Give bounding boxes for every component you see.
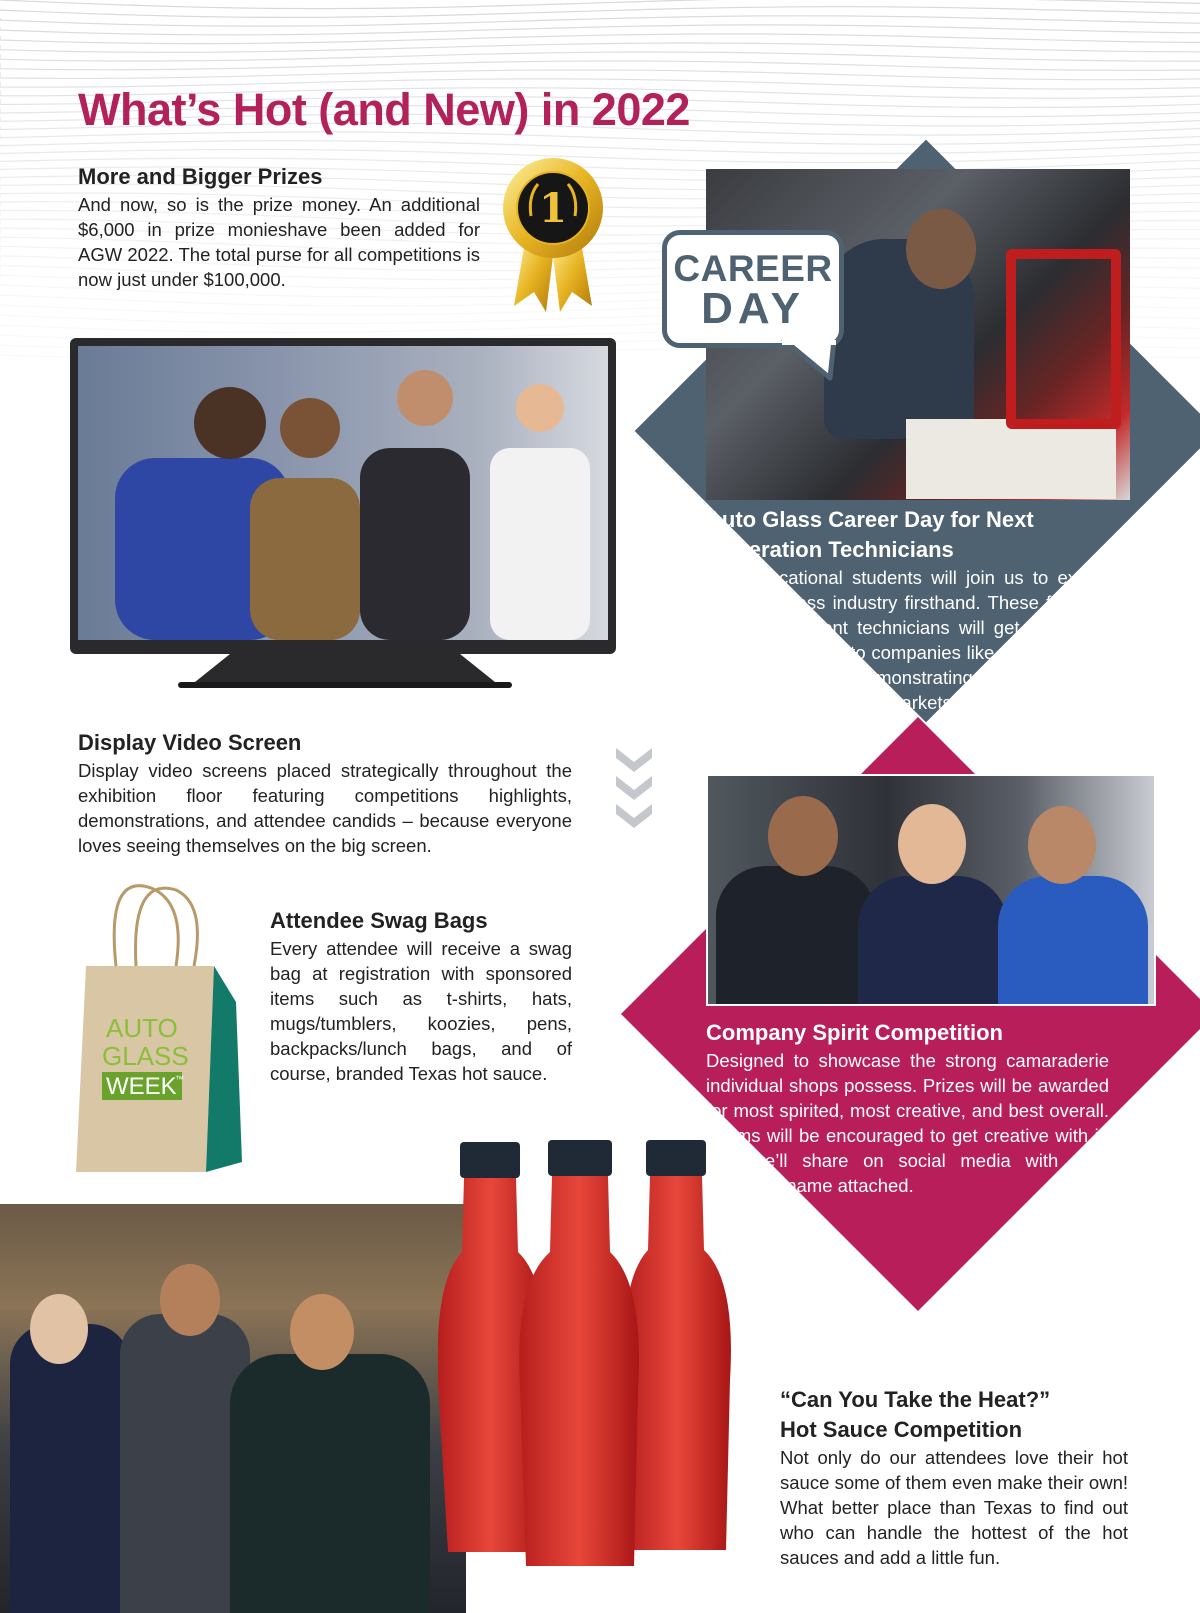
wave-line [0,25,1200,35]
hot-sauce-bottles-icon [438,1140,738,1570]
swag-section [270,906,572,1086]
spirit-body: Designed to showcase the strong camaraderie individual shops possess. Prizes will be awarded for most spirited, most creative, and best overall. Teams will be encouraged to get creative with it, and we’ll share on social media with your company name attached. [706,1050,1109,1196]
wave-line [0,43,1200,52]
career-badge-line2: DAY [701,284,805,333]
bag-text-line2: GLASS [102,1041,189,1071]
wave-line [0,70,1200,80]
prizes-heading: More and Bigger Prizes [78,164,323,189]
bag-text-line1: AUTO [106,1013,178,1043]
wave-line [0,34,1200,44]
career-section [706,505,1148,715]
wave-line [0,0,1200,9]
swag-body: Every attendee will receive a swag bag at registration with sponsored items such as t-shirts, hats, mugs/tumblers, koozies, pens, backpacks/lunch bags, and of course, branded Texas hot sauce. [270,938,572,1084]
wave-line [0,16,1200,26]
wave-line [0,61,1200,70]
video-body: Display video screens placed strategically throughout the exhibition floor featuring competitions highlights, demonstrations, and attendee candids – because everyone loves seeing themselves on the big screen. [78,760,572,856]
spirit-heading: Company Spirit Competition [706,1020,1003,1045]
chevron-down-icon [614,742,654,836]
hotsauce-section [780,1385,1128,1570]
page-title: What’s Hot (and New) in 2022 [78,84,690,135]
swag-heading: Attendee Swag Bags [270,908,488,933]
career-body: Local vocational students will join us to experience the auto glass industry firsthand. These future repair and replacement technicians will get the red-carpet treatment thanks to companies like yours that want to get a step up by demonstrating your commitment to the local and national markets. [706,567,1148,713]
attendee-crowd-photo [0,1204,466,1613]
hotsauce-heading-line1: “Can You Take the Heat?” [780,1387,1051,1412]
ribbon-number: 1 [539,185,567,232]
speech-bubble-tail-icon [780,340,840,382]
wave-line [0,52,1200,61]
video-heading: Display Video Screen [78,730,302,755]
swag-bag-icon [76,882,246,1172]
career-badge-line1: CAREER [673,248,833,289]
hotsauce-body: Not only do our attendees love their hot sauce some of them even make their own! What better place than Texas to find out who can handle the hottest of the hot sauces and add a little fun. [780,1447,1128,1568]
prizes-body: And now, so is the prize money. An additional $6,000 in prize monieshave been added for AGW 2022. The total purse for all competitions is now just under $100,000. [78,194,480,290]
wave-line [0,7,1200,18]
prizes-section [78,162,480,292]
video-screen-tv-icon [70,338,620,708]
hotsauce-heading-line2: Hot Sauce Competition [780,1417,1023,1442]
career-heading: Auto Glass Career Day for Next Generation Technicians [706,507,1034,562]
first-place-ribbon-icon [498,156,608,314]
video-section [78,728,572,858]
bag-text-tm: ™ [175,1074,184,1084]
spirit-section [706,1018,1109,1198]
bag-text-line3: WEEK [106,1073,177,1100]
company-spirit-photo [706,774,1156,1006]
career-day-badge [662,230,844,348]
